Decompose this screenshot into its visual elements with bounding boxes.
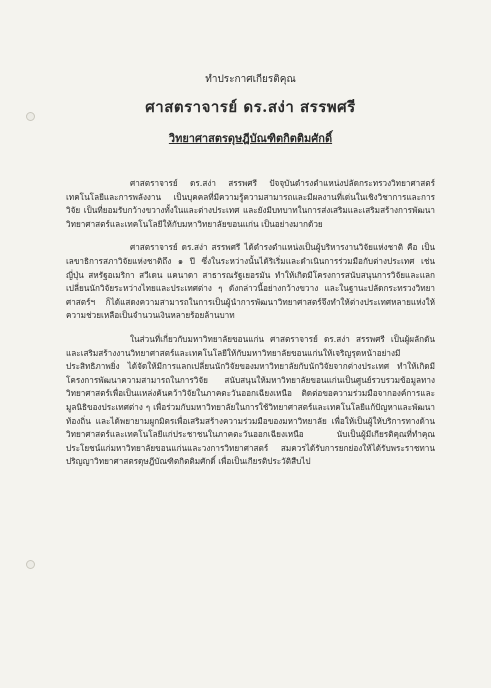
honoree-name: ศาสตราจารย์ ดร.สง่า สรรพศรี bbox=[145, 98, 356, 116]
paragraph-1: ศาสตราจารย์ ดร.สง่า สรรพศรี ปัจจุบันดำรงตำแหน่งปลัดกระทรวงวิทยาศาสตร์ เทคโนโลยีและการพลังงาน เป็นบุคคลที่มีความรู้ความสามารถและมีผลงานที่เด่นในเชิงวิชาการและการวิจัย เป็นที่ยอมรับกว้างขวางทั้งในและต่างประเทศ และยังมีบทบาทในการส่งเสริมและเสริมสร้างการพัฒนาวิทยาศาสตร์และเทคโนโลยีให้กับมหาวิทยาลัยขอนแก่น เป็นอย่างมากด้วย bbox=[66, 178, 435, 229]
paragraph-3: ในส่วนที่เกี่ยวกับมหาวิทยาลัยขอนแก่น ศาสตราจารย์ ดร.สง่า สรรพศรี เป็นผู้ผลักดันและเสริมสร้างงานวิทยาศาสตร์และเทคโนโลยีให้กับมหาวิทยาลัยขอนแก่นให้เจริญรุดหน้าอย่างมีประสิทธิภาพยิ่ง ได้จัดให้มีการแลกเปลี่ยนนักวิจัยของมหาวิทยาลัยกับนักวิจัยจากต่างประเทศ ทำให้เกิดมีโครงการพัฒนาความสามารถในการวิจัย สนับสนุนให้มหาวิทยาลัยขอนแก่นเป็นศูนย์รวบรวมข้อมูลทางวิทยาศาสตร์เพื่อเป็นแหล่งค้นคว้าวิจัยในภาคตะวันออกเฉียงเหนือ ติดต่อขอความร่วมมือจากองค์การและมูลนิธิของประเทศต่าง ๆ เพื่อร่วมกับมหาวิทยาลัยในการใช้วิทยาศาสตร์และเทคโนโลยีแก้ปัญหาและพัฒนาท้องถิ่น และได้พยายามผูกมิตรเพื่อเสริมสร้างความร่วมมือของมหาวิทยาลัย เพื่อให้เป็นผู้ให้บริการทางด้านวิทยาศาสตร์และเทคโนโลยีแก่ประชาชนในภาคตะวันออกเฉียงเหนือ นับเป็นผู้มีเกียรติคุณที่ทำคุณประโยชน์แก่มหาวิทยาลัยขอนแก่นและวงการวิทยาศาสตร์ สมควรได้รับการยกย่องให้ได้รับพระราชทานปริญญาวิทยาศาสตรดุษฎีบัณฑิตกิตติมศักดิ์ เพื่อเป็นเกียรติประวัติสืบไป bbox=[66, 333, 435, 467]
punch-hole-mark bbox=[26, 112, 35, 121]
punch-hole-mark bbox=[26, 560, 35, 569]
document-body bbox=[66, 177, 435, 469]
paragraph-2: ศาสตราจารย์ ดร.สง่า สรรพศรี ได้ดำรงตำแหน่งเป็นผู้บริหารงานวิจัยแห่งชาติ คือ เป็นเลขาธิการสภาวิจัยแห่งชาติถึง ๑ ปี ซึ่งในระหว่างนั้นได้ริเริ่มและดำเนินการร่วมมือกับต่างประเทศ เช่น ญี่ปุ่น สหรัฐอเมริกา สวีเดน แคนาดา สาธารณรัฐเยอรมัน ทำให้เกิดมีโครงการสนับสนุนการวิจัยและแลกเปลี่ยนนักวิจัยระหว่างไทยและประเทศต่าง ๆ ดังกล่าวนี้อย่างกว้างขวาง และในฐานะปลัดกระทรวงวิทยาศาสตร์ฯ ก็ได้แสดงความสามารถในการเป็นผู้นำการพัฒนาวิทยาศาสตร์จึงทำให้ต่างประเทศหลายแห่งให้ความช่วยเหลือเป็นจำนวนเงินหลายร้อยล้านบาท bbox=[66, 242, 435, 321]
document-heading bbox=[66, 72, 435, 147]
degree-title: วิทยาศาสตรดุษฎีบัณฑิตกิตติมศักดิ์ bbox=[168, 132, 333, 145]
heading-caption: ทำประกาศเกียรติคุณ bbox=[205, 74, 296, 85]
